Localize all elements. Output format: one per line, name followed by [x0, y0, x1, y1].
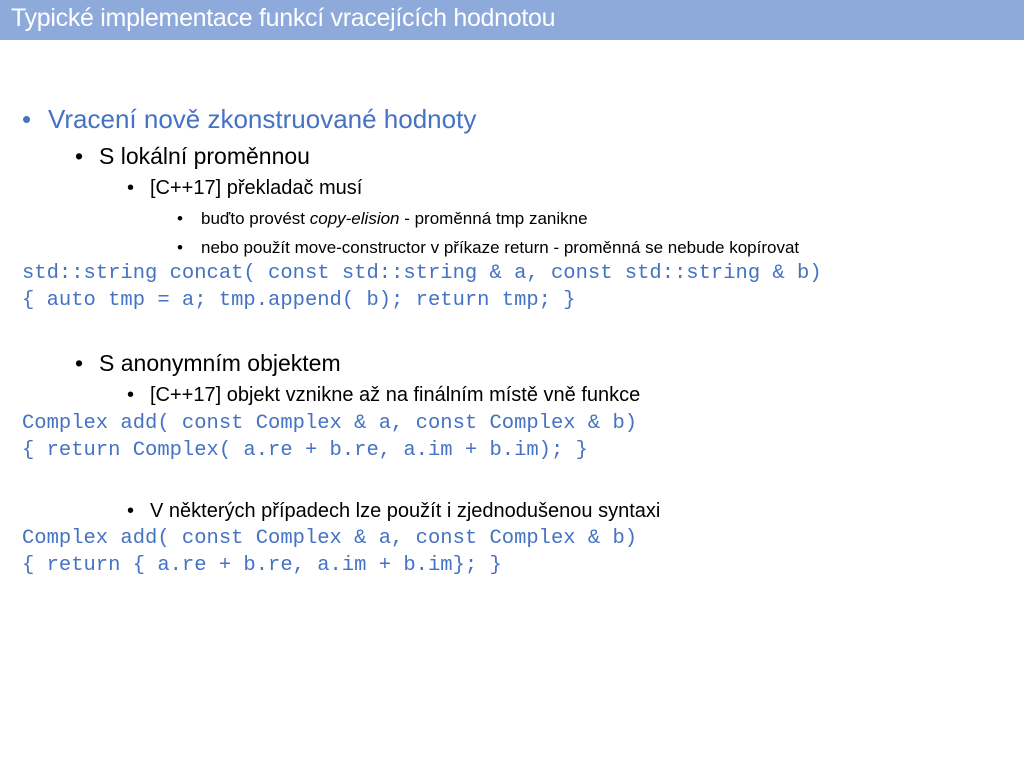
code-add1-signature: Complex add( const Complex & a, const Complex & b) — [22, 412, 638, 435]
bullet-glyph: • — [127, 500, 135, 522]
code-concat-signature: std::string concat( const std::string & a, const std::string & b) — [22, 262, 822, 285]
slide-title: Typické implementace funkcí vracejících hodnotou — [11, 4, 556, 32]
code-add2-signature: Complex add( const Complex & a, const Complex & b) — [22, 527, 638, 550]
bullet-level1-return-new: Vracení nově zkonstruované hodnoty — [48, 104, 477, 134]
bullet-glyph: • — [75, 143, 84, 169]
bullet-cpp17-object: [C++17] objekt vznikne až na finálním místě vně funkce — [150, 384, 641, 406]
code-add2-body: { return { a.re + b.re, a.im + b.im}; } — [22, 554, 502, 577]
title-bar — [0, 0, 1024, 40]
code-add1-body: { return Complex( a.re + b.re, a.im + b.im); } — [22, 439, 588, 462]
bullet-glyph: • — [177, 238, 183, 257]
bullet-cpp17-compiler: [C++17] překladač musí — [150, 177, 363, 199]
bullet-simplified-syntax: V některých případech lze použít i zjednodušenou syntaxi — [150, 500, 661, 522]
bullet-glyph: • — [177, 209, 183, 228]
bullet-glyph: • — [75, 350, 84, 376]
bullet-anonymous-object: S anonymním objektem — [99, 350, 341, 376]
copy-elision-prefix: buďto provést — [201, 209, 310, 228]
bullet-copy-elision — [201, 209, 588, 229]
bullet-move-constructor: nebo použít move-constructor v příkaze return - proměnná se nebude kopírovat — [201, 238, 800, 257]
bullet-local-variable: S lokální proměnnou — [99, 143, 310, 169]
copy-elision-suffix: - proměnná tmp zanikne — [399, 209, 588, 228]
bullet-glyph: • — [127, 177, 135, 199]
bullet-glyph: • — [22, 104, 32, 134]
code-concat-body: { auto tmp = a; tmp.append( b); return tmp; } — [22, 289, 576, 312]
copy-elision-term: copy-elision — [309, 209, 400, 228]
bullet-glyph: • — [127, 384, 135, 406]
